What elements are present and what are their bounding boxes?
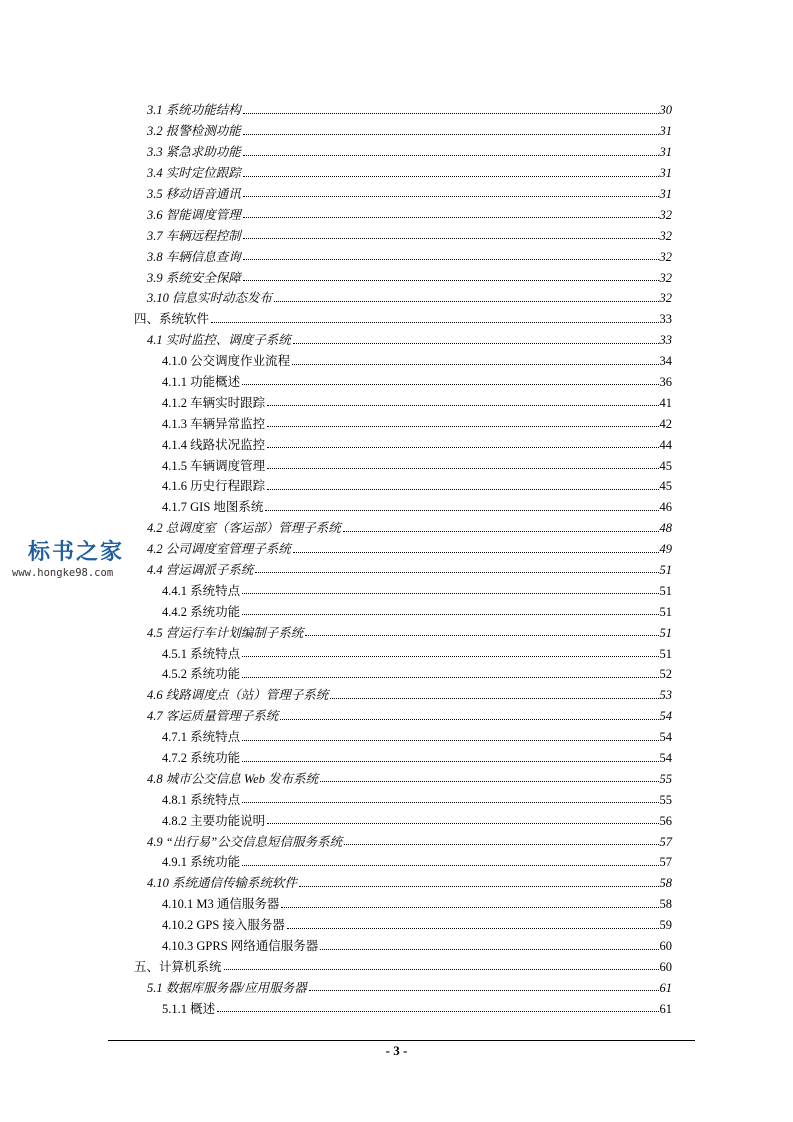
- toc-entry-page: 55: [659, 792, 672, 807]
- toc-entry-page: 57: [659, 834, 672, 849]
- toc-leader-dots: [255, 572, 658, 573]
- toc-leader-dots: [267, 447, 658, 448]
- toc-leader-dots: [243, 259, 659, 260]
- toc-entry-title: 4.5.1 系统特点: [162, 646, 241, 661]
- toc-entry[interactable]: [134, 535, 672, 556]
- toc-entry-title: 4.1.6 历史行程跟踪: [162, 479, 266, 494]
- toc-leader-dots: [242, 740, 658, 741]
- toc-leader-dots: [281, 907, 658, 908]
- toc-entry[interactable]: [134, 117, 672, 138]
- toc-entry[interactable]: [134, 827, 672, 848]
- toc-leader-dots: [280, 719, 658, 720]
- toc-entry-page: 31: [659, 186, 672, 201]
- toc-entry[interactable]: [134, 869, 672, 890]
- toc-entry[interactable]: [134, 138, 672, 159]
- toc-entry-title: 5.1 数据库服务器/应用服务器: [147, 980, 307, 995]
- toc-leader-dots: [242, 593, 658, 594]
- toc-entry-title: 4.1.7 GIS 地图系统: [162, 500, 264, 515]
- toc-entry-page: 60: [659, 959, 672, 974]
- toc-entry[interactable]: [134, 953, 672, 974]
- toc-entry[interactable]: [134, 576, 672, 597]
- toc-entry[interactable]: [134, 514, 672, 535]
- toc-entry-title: 3.5 移动语音通讯: [147, 186, 241, 201]
- toc-leader-dots: [287, 928, 659, 929]
- toc-entry-title: 3.4 实时定位跟踪: [147, 166, 241, 181]
- toc-entry[interactable]: [134, 242, 672, 263]
- toc-entry-page: 32: [659, 291, 672, 306]
- toc-entry-title: 5.1.1 概述: [162, 1001, 216, 1016]
- table-of-contents: [134, 96, 672, 1015]
- toc-entry-title: 4.1 实时监控、调度子系统: [147, 333, 291, 348]
- toc-entry[interactable]: [134, 785, 672, 806]
- toc-entry[interactable]: [134, 618, 672, 639]
- toc-entry[interactable]: [134, 388, 672, 409]
- toc-leader-dots: [267, 823, 658, 824]
- toc-entry-title: 4.8.2 主要功能说明: [162, 813, 266, 828]
- toc-entry[interactable]: [134, 368, 672, 389]
- toc-entry-page: 46: [659, 500, 672, 515]
- toc-entry[interactable]: [134, 221, 672, 242]
- toc-entry[interactable]: [134, 556, 672, 577]
- toc-entry-page: 32: [659, 270, 672, 285]
- toc-leader-dots: [265, 510, 658, 511]
- toc-entry[interactable]: [134, 472, 672, 493]
- toc-entry[interactable]: [134, 973, 672, 994]
- toc-entry-page: 32: [659, 207, 672, 222]
- toc-leader-dots: [267, 405, 658, 406]
- toc-leader-dots: [309, 990, 659, 991]
- toc-entry[interactable]: [134, 180, 672, 201]
- toc-entry[interactable]: [134, 430, 672, 451]
- toc-entry-page: 51: [659, 562, 672, 577]
- toc-entry[interactable]: [134, 994, 672, 1015]
- toc-entry-page: 31: [659, 145, 672, 160]
- toc-entry-title: 4.5.2 系统功能: [162, 667, 241, 682]
- toc-leader-dots: [242, 761, 658, 762]
- toc-entry-title: 4.7.1 系统特点: [162, 730, 241, 745]
- toc-leader-dots: [267, 468, 658, 469]
- toc-entry-title: 4.2 公司调度室管理子系统: [147, 542, 291, 557]
- toc-entry[interactable]: [134, 932, 672, 953]
- toc-entry-title: 4.4 营运调派子系统: [147, 562, 254, 577]
- toc-entry-title: 4.10.3 GPRS 网络通信服务器: [162, 939, 319, 954]
- toc-entry[interactable]: [134, 263, 672, 284]
- toc-entry-title: 3.2 报警检测功能: [147, 124, 241, 139]
- toc-entry[interactable]: [134, 451, 672, 472]
- toc-entry-title: 4.8 城市公交信息 Web 发布系统: [147, 771, 319, 786]
- toc-entry-title: 4.10 系统通信传输系统软件: [147, 876, 298, 891]
- watermark-title: 标书之家: [28, 540, 125, 565]
- toc-entry[interactable]: [134, 347, 672, 368]
- toc-entry[interactable]: [134, 597, 672, 618]
- toc-entry-page: 31: [659, 124, 672, 139]
- toc-entry-page: 45: [659, 479, 672, 494]
- toc-leader-dots: [243, 134, 659, 135]
- toc-entry-page: 51: [659, 583, 672, 598]
- toc-entry-title: 4.4.2 系统功能: [162, 604, 241, 619]
- toc-entry[interactable]: [134, 326, 672, 347]
- toc-leader-dots: [343, 531, 659, 532]
- toc-leader-dots: [242, 384, 658, 385]
- toc-leader-dots: [293, 552, 659, 553]
- toc-entry-page: 56: [659, 813, 672, 828]
- toc-entry-page: 49: [659, 542, 672, 557]
- toc-leader-dots: [243, 280, 659, 281]
- toc-entry[interactable]: [134, 911, 672, 932]
- toc-entry-title: 4.9.1 系统功能: [162, 855, 241, 870]
- toc-entry-page: 36: [659, 374, 672, 389]
- toc-entry-page: 41: [659, 395, 672, 410]
- toc-entry[interactable]: [134, 660, 672, 681]
- toc-entry-page: 61: [659, 980, 672, 995]
- toc-entry-page: 51: [659, 625, 672, 640]
- toc-entry-title: 4.9 “出行易”公交信息短信服务系统: [147, 834, 343, 849]
- toc-entry-title: 3.1 系统功能结构: [147, 103, 241, 118]
- toc-leader-dots: [320, 949, 658, 950]
- toc-leader-dots: [267, 426, 658, 427]
- toc-leader-dots: [274, 301, 658, 302]
- toc-entry-page: 58: [659, 897, 672, 912]
- toc-entry-page: 32: [659, 249, 672, 264]
- toc-entry-title: 4.1.1 功能概述: [162, 374, 241, 389]
- toc-entry[interactable]: [134, 848, 672, 869]
- toc-leader-dots: [293, 343, 659, 344]
- toc-entry[interactable]: [134, 890, 672, 911]
- toc-entry-page: 44: [659, 437, 672, 452]
- toc-leader-dots: [320, 781, 658, 782]
- toc-entry-page: 57: [659, 855, 672, 870]
- toc-entry[interactable]: [134, 284, 672, 305]
- toc-leader-dots: [242, 656, 658, 657]
- toc-leader-dots: [344, 844, 658, 845]
- toc-entry-page: 55: [659, 771, 672, 786]
- toc-leader-dots: [305, 635, 658, 636]
- toc-entry-page: 52: [659, 667, 672, 682]
- toc-entry[interactable]: [134, 806, 672, 827]
- toc-entry[interactable]: [134, 681, 672, 702]
- toc-leader-dots: [243, 155, 659, 156]
- toc-entry-page: 48: [659, 521, 672, 536]
- toc-entry[interactable]: [134, 96, 672, 117]
- toc-leader-dots: [243, 113, 659, 114]
- toc-entry-page: 53: [659, 688, 672, 703]
- toc-entry-title: 3.9 系统安全保障: [147, 270, 241, 285]
- toc-entry-title: 4.10.1 M3 通信服务器: [162, 897, 280, 912]
- toc-entry[interactable]: [134, 200, 672, 221]
- toc-entry-page: 51: [659, 604, 672, 619]
- toc-leader-dots: [217, 1011, 658, 1012]
- toc-leader-dots: [330, 698, 658, 699]
- toc-entry-title: 4.1.4 线路状况监控: [162, 437, 266, 452]
- toc-entry-page: 58: [659, 876, 672, 891]
- toc-entry-page: 61: [659, 1001, 672, 1016]
- watermark: [4, 540, 164, 580]
- toc-entry-title: 4.1.2 车辆实时跟踪: [162, 395, 266, 410]
- toc-entry-title: 3.7 车辆远程控制: [147, 228, 241, 243]
- toc-leader-dots: [292, 364, 658, 365]
- footer-divider: [108, 1040, 695, 1041]
- toc-entry[interactable]: [134, 702, 672, 723]
- toc-entry-page: 33: [659, 312, 672, 327]
- toc-leader-dots: [242, 677, 658, 678]
- toc-leader-dots: [243, 176, 659, 177]
- toc-leader-dots: [242, 614, 658, 615]
- toc-entry[interactable]: [134, 159, 672, 180]
- toc-entry[interactable]: [134, 493, 672, 514]
- toc-entry-title: 4.6 线路调度点（站）管理子系统: [147, 688, 329, 703]
- toc-leader-dots: [242, 865, 658, 866]
- toc-entry-page: 42: [659, 416, 672, 431]
- toc-entry-page: 32: [659, 228, 672, 243]
- toc-entry[interactable]: [134, 305, 672, 326]
- toc-entry-title: 4.5 营运行车计划编制子系统: [147, 625, 304, 640]
- toc-entry-title: 3.6 智能调度管理: [147, 207, 241, 222]
- toc-entry-title: 4.1.0 公交调度作业流程: [162, 354, 291, 369]
- watermark-url: www.hongke98.com: [12, 567, 114, 579]
- toc-entry[interactable]: [134, 744, 672, 765]
- toc-entry-page: 30: [659, 103, 672, 118]
- toc-entry-title: 4.7 客运质量管理子系统: [147, 709, 279, 724]
- toc-entry-title: 4.2 总调度室（客运部）管理子系统: [147, 521, 341, 536]
- toc-entry-title: 4.1.3 车辆异常监控: [162, 416, 266, 431]
- toc-entry-page: 34: [659, 354, 672, 369]
- toc-leader-dots: [243, 238, 659, 239]
- toc-leader-dots: [211, 322, 658, 323]
- toc-leader-dots: [242, 802, 658, 803]
- toc-entry[interactable]: [134, 723, 672, 744]
- toc-entry-title: 4.8.1 系统特点: [162, 792, 241, 807]
- page-number: - 3 -: [385, 1043, 408, 1058]
- toc-entry[interactable]: [134, 409, 672, 430]
- toc-entry-title: 3.3 紧急求助功能: [147, 145, 241, 160]
- toc-entry[interactable]: [134, 639, 672, 660]
- toc-entry-title: 4.7.2 系统功能: [162, 751, 241, 765]
- toc-entry-page: 31: [659, 166, 672, 181]
- toc-entry-page: 60: [659, 939, 672, 954]
- toc-entry-title: 4.4.1 系统特点: [162, 583, 241, 598]
- toc-entry-page: 45: [659, 458, 672, 473]
- toc-entry-title: 3.8 车辆信息查询: [147, 249, 241, 264]
- toc-entry-title: 3.10 信息实时动态发布: [147, 291, 273, 306]
- toc-entry-title: 4.1.5 车辆调度管理: [162, 458, 266, 473]
- toc-leader-dots: [224, 969, 659, 970]
- toc-entry-page: 59: [659, 918, 672, 933]
- toc-leader-dots: [299, 886, 658, 887]
- toc-entry[interactable]: [134, 765, 672, 786]
- toc-entry-title: 四、系统软件: [134, 312, 210, 327]
- toc-entry-title: 五、计算机系统: [134, 959, 222, 974]
- toc-entry-page: 54: [659, 751, 672, 765]
- toc-entry-page: 51: [659, 646, 672, 661]
- toc-entry-title: 4.10.2 GPS 接入服务器: [162, 918, 285, 933]
- toc-leader-dots: [243, 196, 659, 197]
- toc-entry-page: 54: [659, 730, 672, 745]
- toc-entry-page: 33: [659, 333, 672, 348]
- toc-leader-dots: [243, 217, 659, 218]
- toc-leader-dots: [267, 489, 658, 490]
- toc-entry-page: 54: [659, 709, 672, 724]
